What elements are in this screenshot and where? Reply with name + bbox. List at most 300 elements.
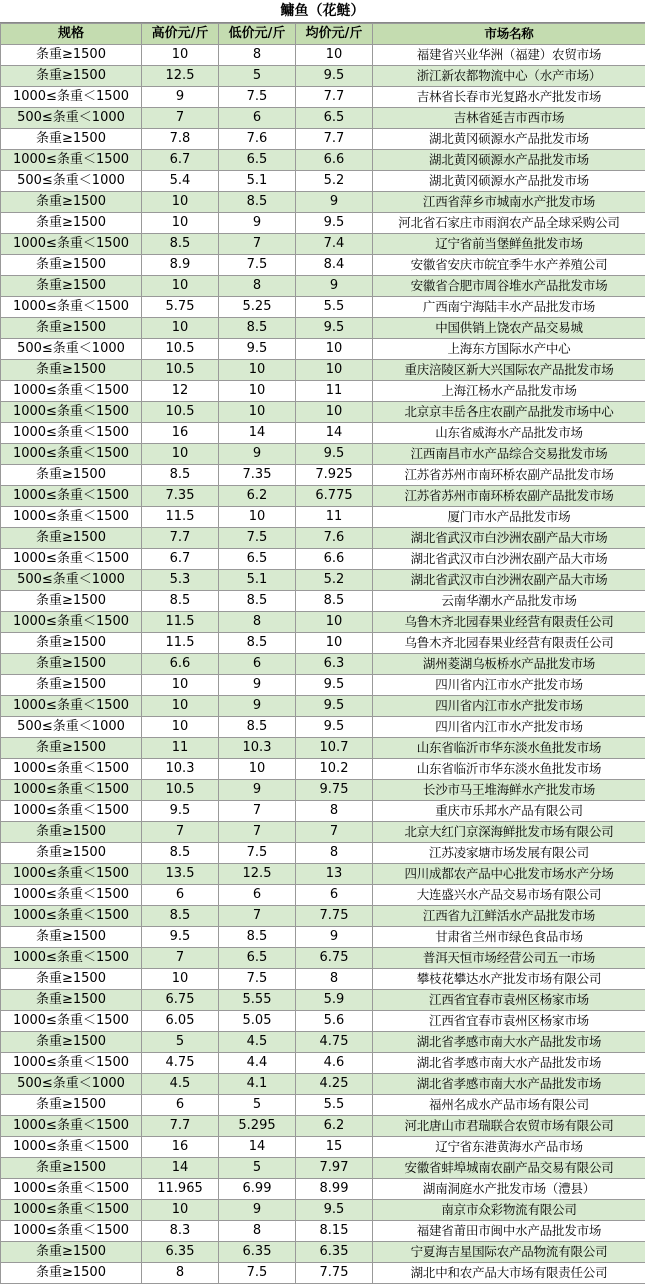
avg-price-cell: 6.6 xyxy=(296,150,373,171)
table-row xyxy=(1,45,645,66)
market-name-cell: 吉林省延吉市西市场 xyxy=(373,108,645,129)
low-price-cell: 9 xyxy=(219,675,296,696)
avg-price-cell: 6.75 xyxy=(296,948,373,969)
avg-price-cell: 6 xyxy=(296,885,373,906)
market-name-cell: 湖北省武汉市白沙洲农副产品大市场 xyxy=(373,549,645,570)
header-low-price: 低价元/斤 xyxy=(219,24,296,45)
low-price-cell: 12.5 xyxy=(219,864,296,885)
spec-cell: 1000≤条重＜1500 xyxy=(1,150,142,171)
table-row xyxy=(1,780,645,801)
high-price-cell: 10 xyxy=(142,1200,219,1221)
market-name-cell: 湖北省孝感市南大水产品批发市场 xyxy=(373,1032,645,1053)
low-price-cell: 6.5 xyxy=(219,549,296,570)
avg-price-cell: 14 xyxy=(296,423,373,444)
table-row xyxy=(1,675,645,696)
low-price-cell: 14 xyxy=(219,1137,296,1158)
high-price-cell: 11.5 xyxy=(142,633,219,654)
low-price-cell: 9 xyxy=(219,444,296,465)
avg-price-cell: 10 xyxy=(296,612,373,633)
high-price-cell: 10 xyxy=(142,318,219,339)
table-row xyxy=(1,234,645,255)
low-price-cell: 7 xyxy=(219,822,296,843)
market-name-cell: 福建省莆田市闽中水产品批发市场 xyxy=(373,1221,645,1242)
high-price-cell: 5 xyxy=(142,1032,219,1053)
low-price-cell: 7.5 xyxy=(219,255,296,276)
spec-cell: 1000≤条重＜1500 xyxy=(1,1011,142,1032)
high-price-cell: 8.5 xyxy=(142,843,219,864)
avg-price-cell: 10 xyxy=(296,339,373,360)
table-row xyxy=(1,801,645,822)
market-name-cell: 安徽省安庆市皖宜季牛水产养殖公司 xyxy=(373,255,645,276)
high-price-cell: 10 xyxy=(142,444,219,465)
table-row xyxy=(1,654,645,675)
high-price-cell: 16 xyxy=(142,423,219,444)
market-name-cell: 湖北黄冈硕源水产品批发市场 xyxy=(373,171,645,192)
table-row xyxy=(1,927,645,948)
spec-cell: 1000≤条重＜1500 xyxy=(1,696,142,717)
high-price-cell: 10.5 xyxy=(142,360,219,381)
low-price-cell: 6.99 xyxy=(219,1179,296,1200)
spec-cell: 1000≤条重＜1500 xyxy=(1,780,142,801)
low-price-cell: 7 xyxy=(219,234,296,255)
table-row xyxy=(1,1095,645,1116)
high-price-cell: 9.5 xyxy=(142,927,219,948)
high-price-cell: 7.8 xyxy=(142,129,219,150)
avg-price-cell: 13 xyxy=(296,864,373,885)
high-price-cell: 8.5 xyxy=(142,591,219,612)
market-name-cell: 湖北省武汉市白沙洲农副产品大市场 xyxy=(373,570,645,591)
table-row xyxy=(1,381,645,402)
spec-cell: 1000≤条重＜1500 xyxy=(1,87,142,108)
high-price-cell: 10.5 xyxy=(142,780,219,801)
low-price-cell: 8.5 xyxy=(219,192,296,213)
spec-cell: 条重≥1500 xyxy=(1,1032,142,1053)
high-price-cell: 8 xyxy=(142,1263,219,1284)
market-name-cell: 湖北黄冈硕源水产品批发市场 xyxy=(373,150,645,171)
market-name-cell: 南京市众彩物流有限公司 xyxy=(373,1200,645,1221)
market-name-cell: 江苏凌家塘市场发展有限公司 xyxy=(373,843,645,864)
high-price-cell: 12.5 xyxy=(142,66,219,87)
high-price-cell: 7.7 xyxy=(142,1116,219,1137)
avg-price-cell: 9.5 xyxy=(296,318,373,339)
low-price-cell: 7.6 xyxy=(219,129,296,150)
avg-price-cell: 9.5 xyxy=(296,213,373,234)
avg-price-cell: 7.4 xyxy=(296,234,373,255)
spec-cell: 条重≥1500 xyxy=(1,591,142,612)
avg-price-cell: 7.75 xyxy=(296,906,373,927)
low-price-cell: 8 xyxy=(219,45,296,66)
high-price-cell: 4.5 xyxy=(142,1074,219,1095)
table-row xyxy=(1,444,645,465)
high-price-cell: 8.9 xyxy=(142,255,219,276)
market-name-cell: 吉林省长春市光复路水产批发市场 xyxy=(373,87,645,108)
market-name-cell: 湖州菱湖乌板桥水产品批发市场 xyxy=(373,654,645,675)
market-name-cell: 江西省九江鲜活水产品批发市场 xyxy=(373,906,645,927)
high-price-cell: 8.3 xyxy=(142,1221,219,1242)
avg-price-cell: 8.15 xyxy=(296,1221,373,1242)
high-price-cell: 9.5 xyxy=(142,801,219,822)
high-price-cell: 7.35 xyxy=(142,486,219,507)
spec-cell: 1000≤条重＜1500 xyxy=(1,381,142,402)
market-name-cell: 山东省临沂市华东淡水鱼批发市场 xyxy=(373,759,645,780)
avg-price-cell: 6.3 xyxy=(296,654,373,675)
spec-cell: 条重≥1500 xyxy=(1,465,142,486)
high-price-cell: 10 xyxy=(142,969,219,990)
low-price-cell: 5 xyxy=(219,66,296,87)
spec-cell: 1000≤条重＜1500 xyxy=(1,948,142,969)
high-price-cell: 6.6 xyxy=(142,654,219,675)
spec-cell: 条重≥1500 xyxy=(1,1158,142,1179)
table-row xyxy=(1,1221,645,1242)
avg-price-cell: 7.7 xyxy=(296,87,373,108)
market-name-cell: 山东省威海水产品批发市场 xyxy=(373,423,645,444)
low-price-cell: 8.5 xyxy=(219,633,296,654)
avg-price-cell: 9 xyxy=(296,192,373,213)
spec-cell: 1000≤条重＜1500 xyxy=(1,402,142,423)
high-price-cell: 11 xyxy=(142,738,219,759)
market-name-cell: 安徽省合肥市周谷堆水产品批发市场 xyxy=(373,276,645,297)
table-row xyxy=(1,843,645,864)
avg-price-cell: 11 xyxy=(296,381,373,402)
table-row xyxy=(1,255,645,276)
table-row xyxy=(1,549,645,570)
spec-cell: 条重≥1500 xyxy=(1,192,142,213)
avg-price-cell: 15 xyxy=(296,1137,373,1158)
low-price-cell: 6 xyxy=(219,885,296,906)
market-name-cell: 江苏省苏州市南环桥农副产品批发市场 xyxy=(373,486,645,507)
low-price-cell: 9 xyxy=(219,213,296,234)
market-name-cell: 湖北中和农产品大市场有限责任公司 xyxy=(373,1263,645,1284)
spec-cell: 1000≤条重＜1500 xyxy=(1,423,142,444)
table-row xyxy=(1,150,645,171)
high-price-cell: 10 xyxy=(142,45,219,66)
high-price-cell: 6 xyxy=(142,1095,219,1116)
avg-price-cell: 5.2 xyxy=(296,570,373,591)
avg-price-cell: 8 xyxy=(296,969,373,990)
avg-price-cell: 10 xyxy=(296,633,373,654)
low-price-cell: 6.5 xyxy=(219,150,296,171)
avg-price-cell: 10 xyxy=(296,360,373,381)
high-price-cell: 12 xyxy=(142,381,219,402)
low-price-cell: 6.5 xyxy=(219,948,296,969)
high-price-cell: 9 xyxy=(142,87,219,108)
header-spec: 规格 xyxy=(1,24,142,45)
high-price-cell: 10.5 xyxy=(142,339,219,360)
low-price-cell: 6 xyxy=(219,654,296,675)
table-row xyxy=(1,591,645,612)
market-name-cell: 湖北黄冈硕源水产品批发市场 xyxy=(373,129,645,150)
table-row xyxy=(1,738,645,759)
table-row xyxy=(1,297,645,318)
avg-price-cell: 7 xyxy=(296,822,373,843)
avg-price-cell: 10.7 xyxy=(296,738,373,759)
spec-cell: 条重≥1500 xyxy=(1,45,142,66)
avg-price-cell: 9.5 xyxy=(296,66,373,87)
market-name-cell: 乌鲁木齐北园春果业经营有限责任公司 xyxy=(373,612,645,633)
high-price-cell: 6.05 xyxy=(142,1011,219,1032)
low-price-cell: 5.1 xyxy=(219,171,296,192)
low-price-cell: 9 xyxy=(219,1200,296,1221)
market-name-cell: 四川省内江市水产批发市场 xyxy=(373,717,645,738)
low-price-cell: 4.5 xyxy=(219,1032,296,1053)
spec-cell: 1000≤条重＜1500 xyxy=(1,1137,142,1158)
sheet-title: 鳙鱼（花鲢） xyxy=(0,0,645,23)
high-price-cell: 10.5 xyxy=(142,402,219,423)
table-row xyxy=(1,507,645,528)
market-name-cell: 上海江杨水产品批发市场 xyxy=(373,381,645,402)
high-price-cell: 8.5 xyxy=(142,465,219,486)
table-row xyxy=(1,486,645,507)
low-price-cell: 10 xyxy=(219,507,296,528)
high-price-cell: 6.35 xyxy=(142,1242,219,1263)
avg-price-cell: 8.5 xyxy=(296,591,373,612)
table-row xyxy=(1,759,645,780)
spec-cell: 条重≥1500 xyxy=(1,969,142,990)
low-price-cell: 5.55 xyxy=(219,990,296,1011)
spec-cell: 条重≥1500 xyxy=(1,129,142,150)
market-name-cell: 江西省宜春市袁州区杨家市场 xyxy=(373,990,645,1011)
market-name-cell: 福建省兴业华洲（福建）农贸市场 xyxy=(373,45,645,66)
avg-price-cell: 9.5 xyxy=(296,696,373,717)
table-row xyxy=(1,108,645,129)
table-row xyxy=(1,465,645,486)
low-price-cell: 9 xyxy=(219,780,296,801)
avg-price-cell: 9 xyxy=(296,927,373,948)
table-row xyxy=(1,213,645,234)
spec-cell: 500≤条重＜1000 xyxy=(1,339,142,360)
market-name-cell: 湖北省孝感市南大水产品批发市场 xyxy=(373,1074,645,1095)
spec-cell: 500≤条重＜1000 xyxy=(1,570,142,591)
spec-cell: 条重≥1500 xyxy=(1,528,142,549)
avg-price-cell: 5.2 xyxy=(296,171,373,192)
table-row xyxy=(1,339,645,360)
spec-cell: 1000≤条重＜1500 xyxy=(1,234,142,255)
spec-cell: 1000≤条重＜1500 xyxy=(1,507,142,528)
market-name-cell: 重庆涪陵区新大兴国际农产品批发市场 xyxy=(373,360,645,381)
avg-price-cell: 8.99 xyxy=(296,1179,373,1200)
low-price-cell: 6.2 xyxy=(219,486,296,507)
avg-price-cell: 4.25 xyxy=(296,1074,373,1095)
low-price-cell: 5 xyxy=(219,1158,296,1179)
table-row xyxy=(1,1137,645,1158)
low-price-cell: 8.5 xyxy=(219,318,296,339)
table-row xyxy=(1,1032,645,1053)
low-price-cell: 7.5 xyxy=(219,87,296,108)
market-name-cell: 普洱天恒市场经营公司五一市场 xyxy=(373,948,645,969)
market-name-cell: 宁夏海吉星国际农产品物流有限公司 xyxy=(373,1242,645,1263)
high-price-cell: 11.5 xyxy=(142,507,219,528)
market-name-cell: 四川成都农产品中心批发市场水产分场 xyxy=(373,864,645,885)
avg-price-cell: 9.5 xyxy=(296,444,373,465)
avg-price-cell: 11 xyxy=(296,507,373,528)
table-row xyxy=(1,906,645,927)
low-price-cell: 8 xyxy=(219,612,296,633)
avg-price-cell: 9.75 xyxy=(296,780,373,801)
spec-cell: 条重≥1500 xyxy=(1,360,142,381)
market-name-cell: 辽宁省东港黄海水产品市场 xyxy=(373,1137,645,1158)
table-row xyxy=(1,66,645,87)
table-row xyxy=(1,192,645,213)
avg-price-cell: 7.925 xyxy=(296,465,373,486)
market-name-cell: 四川省内江市水产批发市场 xyxy=(373,696,645,717)
avg-price-cell: 9.5 xyxy=(296,675,373,696)
avg-price-cell: 9.5 xyxy=(296,1200,373,1221)
spec-cell: 条重≥1500 xyxy=(1,213,142,234)
high-price-cell: 10 xyxy=(142,213,219,234)
high-price-cell: 10 xyxy=(142,717,219,738)
header-avg-price: 均价元/斤 xyxy=(296,24,373,45)
table-row xyxy=(1,990,645,1011)
price-table xyxy=(0,23,645,1284)
spec-cell: 1000≤条重＜1500 xyxy=(1,612,142,633)
market-name-cell: 河北唐山市君瑞联合农贸市场有限公司 xyxy=(373,1116,645,1137)
market-name-cell: 重庆市乐邦水产品有限公司 xyxy=(373,801,645,822)
table-row xyxy=(1,717,645,738)
spec-cell: 条重≥1500 xyxy=(1,276,142,297)
spec-cell: 500≤条重＜1000 xyxy=(1,108,142,129)
market-name-cell: 江苏省苏州市南环桥农副产品批发市场 xyxy=(373,465,645,486)
table-row xyxy=(1,969,645,990)
low-price-cell: 7 xyxy=(219,906,296,927)
spec-cell: 条重≥1500 xyxy=(1,1263,142,1284)
low-price-cell: 10 xyxy=(219,360,296,381)
avg-price-cell: 10.2 xyxy=(296,759,373,780)
table-row xyxy=(1,276,645,297)
avg-price-cell: 6.775 xyxy=(296,486,373,507)
spec-cell: 条重≥1500 xyxy=(1,255,142,276)
spec-cell: 条重≥1500 xyxy=(1,1095,142,1116)
market-name-cell: 湖北省武汉市白沙洲农副产品大市场 xyxy=(373,528,645,549)
table-row xyxy=(1,1200,645,1221)
high-price-cell: 7.7 xyxy=(142,528,219,549)
table-row xyxy=(1,1242,645,1263)
high-price-cell: 8.5 xyxy=(142,234,219,255)
market-name-cell: 安徽省蚌埠城南农副产品交易有限公司 xyxy=(373,1158,645,1179)
avg-price-cell: 5.6 xyxy=(296,1011,373,1032)
spec-cell: 1000≤条重＜1500 xyxy=(1,1200,142,1221)
avg-price-cell: 6.5 xyxy=(296,108,373,129)
table-row xyxy=(1,318,645,339)
table-body xyxy=(1,45,645,1284)
avg-price-cell: 5.9 xyxy=(296,990,373,1011)
low-price-cell: 10.3 xyxy=(219,738,296,759)
table-row xyxy=(1,1263,645,1284)
low-price-cell: 9.5 xyxy=(219,339,296,360)
low-price-cell: 4.4 xyxy=(219,1053,296,1074)
table-row xyxy=(1,423,645,444)
table-row xyxy=(1,612,645,633)
spec-cell: 条重≥1500 xyxy=(1,654,142,675)
high-price-cell: 11.5 xyxy=(142,612,219,633)
low-price-cell: 14 xyxy=(219,423,296,444)
high-price-cell: 14 xyxy=(142,1158,219,1179)
market-name-cell: 浙江新农都物流中心（水产市场） xyxy=(373,66,645,87)
table-row xyxy=(1,360,645,381)
market-name-cell: 大连盛兴水产品交易市场有限公司 xyxy=(373,885,645,906)
market-name-cell: 上海东方国际水产中心 xyxy=(373,339,645,360)
table-row xyxy=(1,696,645,717)
high-price-cell: 7 xyxy=(142,948,219,969)
spec-cell: 条重≥1500 xyxy=(1,738,142,759)
avg-price-cell: 6.35 xyxy=(296,1242,373,1263)
spec-cell: 500≤条重＜1000 xyxy=(1,1074,142,1095)
market-name-cell: 江西省萍乡市城南水产批发市场 xyxy=(373,192,645,213)
market-name-cell: 湖北省孝感市南大水产品批发市场 xyxy=(373,1053,645,1074)
spec-cell: 条重≥1500 xyxy=(1,822,142,843)
avg-price-cell: 8 xyxy=(296,843,373,864)
low-price-cell: 10 xyxy=(219,402,296,423)
avg-price-cell: 5.5 xyxy=(296,1095,373,1116)
spec-cell: 1000≤条重＜1500 xyxy=(1,759,142,780)
high-price-cell: 5.4 xyxy=(142,171,219,192)
low-price-cell: 8.5 xyxy=(219,717,296,738)
table-row xyxy=(1,1011,645,1032)
market-name-cell: 四川省内江市水产批发市场 xyxy=(373,675,645,696)
high-price-cell: 6.75 xyxy=(142,990,219,1011)
high-price-cell: 16 xyxy=(142,1137,219,1158)
spec-cell: 条重≥1500 xyxy=(1,1242,142,1263)
market-name-cell: 山东省临沂市华东淡水鱼批发市场 xyxy=(373,738,645,759)
spec-cell: 条重≥1500 xyxy=(1,66,142,87)
high-price-cell: 7 xyxy=(142,822,219,843)
table-row xyxy=(1,402,645,423)
header-high-price: 高价元/斤 xyxy=(142,24,219,45)
low-price-cell: 7.35 xyxy=(219,465,296,486)
market-name-cell: 乌鲁木齐北园春果业经营有限责任公司 xyxy=(373,633,645,654)
table-row xyxy=(1,633,645,654)
low-price-cell: 5.05 xyxy=(219,1011,296,1032)
high-price-cell: 13.5 xyxy=(142,864,219,885)
avg-price-cell: 7.97 xyxy=(296,1158,373,1179)
table-row xyxy=(1,822,645,843)
market-name-cell: 广西南宁海陆丰水产品批发市场 xyxy=(373,297,645,318)
market-name-cell: 辽宁省前当堡鲜鱼批发市场 xyxy=(373,234,645,255)
low-price-cell: 8 xyxy=(219,276,296,297)
low-price-cell: 7.5 xyxy=(219,528,296,549)
avg-price-cell: 8 xyxy=(296,801,373,822)
avg-price-cell: 8.4 xyxy=(296,255,373,276)
spec-cell: 1000≤条重＜1500 xyxy=(1,801,142,822)
spec-cell: 1000≤条重＜1500 xyxy=(1,1179,142,1200)
market-name-cell: 长沙市马王堆海鲜水产批发市场 xyxy=(373,780,645,801)
low-price-cell: 6.35 xyxy=(219,1242,296,1263)
low-price-cell: 9 xyxy=(219,696,296,717)
low-price-cell: 8.5 xyxy=(219,591,296,612)
high-price-cell: 5.75 xyxy=(142,297,219,318)
spec-cell: 1000≤条重＜1500 xyxy=(1,1221,142,1242)
low-price-cell: 7 xyxy=(219,801,296,822)
high-price-cell: 8.5 xyxy=(142,906,219,927)
table-row xyxy=(1,87,645,108)
high-price-cell: 10 xyxy=(142,192,219,213)
high-price-cell: 10.3 xyxy=(142,759,219,780)
table-row xyxy=(1,1179,645,1200)
high-price-cell: 10 xyxy=(142,276,219,297)
header-row xyxy=(1,24,645,45)
market-name-cell: 江西省宜春市袁州区杨家市场 xyxy=(373,1011,645,1032)
low-price-cell: 7.5 xyxy=(219,1263,296,1284)
avg-price-cell: 5.5 xyxy=(296,297,373,318)
spec-cell: 条重≥1500 xyxy=(1,633,142,654)
low-price-cell: 7.5 xyxy=(219,969,296,990)
low-price-cell: 5.1 xyxy=(219,570,296,591)
spec-cell: 500≤条重＜1000 xyxy=(1,717,142,738)
avg-price-cell: 10 xyxy=(296,402,373,423)
table-row xyxy=(1,1074,645,1095)
high-price-cell: 6 xyxy=(142,885,219,906)
market-name-cell: 湖南洞庭水产批发市场（澧县） xyxy=(373,1179,645,1200)
low-price-cell: 5.25 xyxy=(219,297,296,318)
